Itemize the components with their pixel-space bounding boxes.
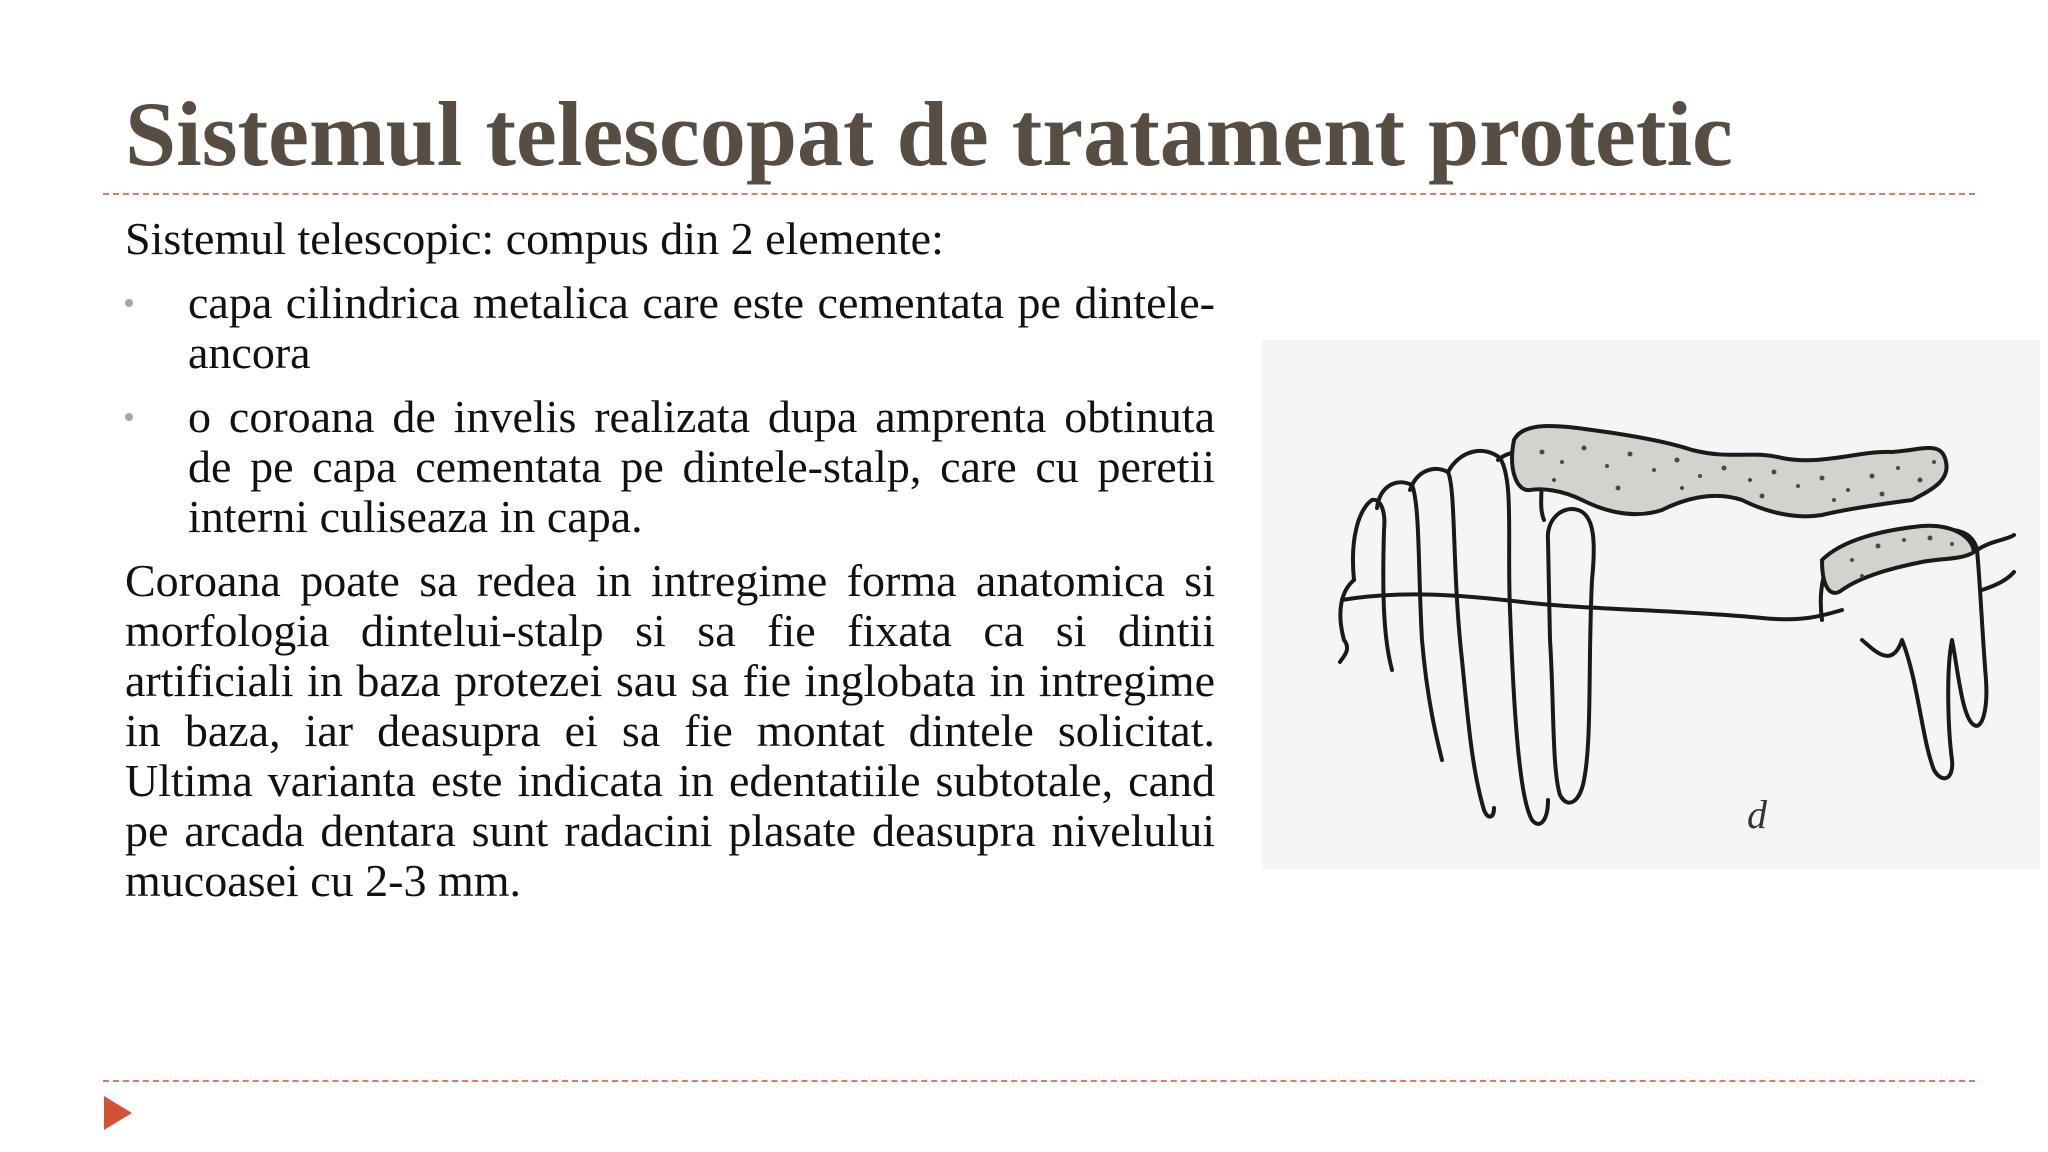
incisor-outline-1: [1353, 500, 1392, 670]
slide-title: Sistemul telescopat de tratament protetic: [125, 83, 1733, 185]
pillar-root: [1548, 509, 1594, 803]
molar-gum-right: [1977, 535, 2014, 550]
dental-telescopic-illustration: [1262, 340, 2040, 870]
canine-outline: [1448, 451, 1548, 824]
play-triangle-icon: [104, 1096, 132, 1130]
bullet-list: [125, 278, 1215, 542]
bullet-item: [125, 278, 1215, 378]
bullet-text: capa cilindrica metalica care este cementata pe dintele-ancora: [188, 277, 1215, 378]
dental-drawing: [1262, 340, 2040, 870]
footer-divider: [103, 1080, 1975, 1082]
body-paragraph: Coroana poate sa redea in intregime forma anatomica si morfologia dintelui-stalp si sa fie fixata ca si dintii artificiali in baza protezei sau sa fie inglobata in intregime in baza, iar deasupra ei sa fie montat dintele solicitat. Ultima varianta este indicata in edentatiile subtotale, cand pe arcada dentara sunt radacini plasate deasupra nivelului mucoasei cu 2-3 mm.: [125, 555, 1215, 906]
incisor-outline-2: [1377, 482, 1442, 760]
slide-body: [125, 214, 1215, 906]
bullet-item: [125, 392, 1215, 542]
bullet-dot-icon: [125, 413, 133, 421]
molar-gum-right-lower: [1982, 572, 2014, 590]
bullet-dot-icon: [125, 299, 133, 307]
figure-label: d: [1747, 792, 1767, 837]
gum-edge-left: [1340, 580, 1354, 662]
intro-line: Sistemul telescopic: compus din 2 elemente:: [125, 213, 944, 264]
bullet-text: o coroana de invelis realizata dupa amprenta obtinuta de pe capa cementata pe dintele-stalp, care cu peretii interni culiseaza in capa.: [188, 391, 1215, 542]
title-divider: [103, 193, 1975, 195]
